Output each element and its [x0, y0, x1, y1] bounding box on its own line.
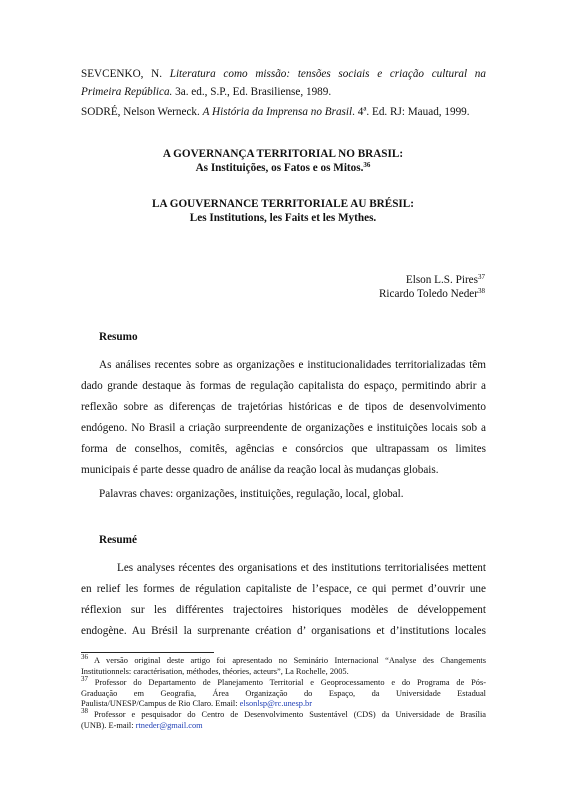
footnote-text: Paulista/UNESP/Campus de Rio Claro. Email: — [81, 699, 240, 708]
footnote-text: Professor do Departamento de Planejamento Territorial e Geoprocessamento e do Programa de Pós- — [88, 678, 486, 687]
author-name: Elson L.S. Pires — [405, 274, 478, 286]
resume-line: Les analyses récentes des organisations et des institutions territorialisées mettent — [117, 562, 486, 574]
footnote-line: Institutionnels: caractérisation, méthodes, théories, acteurs”, La Rochelle, 2005. — [81, 666, 349, 676]
footnote-line — [81, 721, 486, 732]
resumo-line: endógeno. No Brasil a criação surpreendente de organizações e instituições locais sob a — [81, 422, 486, 434]
title-pt-line1: A GOVERNANÇA TERRITORIAL NO BRASIL: — [162, 148, 404, 160]
footnote-separator — [81, 652, 214, 653]
resumo-line: reflexão sobre as diferenças de trajetórias históricas e de tipos de desenvolvimento — [81, 401, 486, 413]
reference-author: SEVCENKO, N. — [81, 68, 170, 80]
title-fr-line1: LA GOUVERNANCE TERRITORIALE AU BRÉSIL: — [152, 198, 414, 210]
reference-author: SODRÉ, Nelson Werneck. — [81, 106, 203, 118]
footnote-text: Professor e pesquisador do Centro de Desenvolvimento Sustentável (CDS) da Universidade de Brasília — [88, 710, 486, 719]
footnote-38 — [81, 707, 486, 731]
email-link[interactable]: rtneder@gmail.com — [135, 720, 203, 730]
email-link[interactable]: elsonlsp@rc.unesp.br — [239, 699, 313, 708]
resumo-line: municipais é parte desse quadro de análise da reação local às mudanças globais. — [81, 464, 439, 476]
footnote-37 — [81, 675, 486, 710]
reference-sevcenko-cont — [81, 85, 331, 99]
reference-details: . 4ª. Ed. RJ: Mauad, 1999. — [352, 106, 470, 118]
footnote-line — [81, 707, 486, 721]
reference-title: Primeira República. — [81, 86, 173, 98]
footnote-text: (UNB). E-mail: — [81, 720, 136, 730]
reference-sodre — [81, 105, 470, 119]
footnote-marker[interactable]: 38 — [478, 287, 485, 295]
resume-line: réflexion sur les différentes trajectoires historiques modèles de développement — [81, 604, 486, 616]
footnote-line — [81, 675, 486, 689]
title-fr-line2: Les Institutions, les Faits et les Mythes. — [189, 212, 377, 224]
footnote-marker[interactable]: 37 — [478, 273, 485, 281]
title-pt-line2 — [0, 161, 566, 175]
reference-details: 3a. ed., S.P., Ed. Brasiliense, 1989. — [172, 86, 332, 98]
footnote-text: A versão original deste artigo foi apresentado no Seminário Internacional “Analyse des Changements — [88, 656, 486, 665]
keywords: Palavras chaves: organizações, instituições, regulação, local, global. — [99, 488, 404, 500]
footnote-number: 37 — [81, 675, 88, 683]
resume-line: en relief les formes de régulation capitaliste de l’espace, ce qui permet d’ouvrir une — [81, 583, 486, 595]
resumo-line: As análises recentes sobre as organizações e institucionalidades territorializadas têm — [99, 359, 486, 371]
resume-heading: Resumé — [99, 534, 137, 546]
author-neder — [379, 287, 485, 301]
reference-title: A História da Imprensa no Brasil — [202, 106, 353, 118]
title-pt-subtitle: As Instituições, os Fatos e os Mitos. — [195, 162, 364, 174]
footnote-number: 36 — [81, 653, 88, 661]
reference-sevcenko — [81, 67, 486, 81]
resumo-line: dado grande destaque às formas de regulação capitalista do espaço, permitindo abrir a — [81, 380, 486, 392]
author-name: Ricardo Toledo Neder — [378, 288, 478, 300]
resumo-line: forma de conselhos, comitês, agências e consórcios que ultrapassam os limites — [81, 443, 486, 455]
footnote-marker[interactable]: 36 — [363, 161, 371, 169]
resume-line: endogène. Au Brésil la surprenante création d’ organisations et d’institutions locales — [81, 625, 486, 637]
footnote-line: Graduação em Geografia, Área Organização do Espaço, da Universidade Estadual — [81, 688, 486, 698]
resumo-heading: Resumo — [99, 331, 138, 343]
footnote-number: 38 — [81, 707, 88, 715]
footnote-line — [81, 653, 486, 667]
footnote-line — [81, 699, 486, 710]
author-pires — [406, 273, 485, 287]
footnote-36 — [81, 653, 486, 677]
reference-title: Literatura como missão: tensões sociais e criação cultural na — [169, 68, 486, 80]
